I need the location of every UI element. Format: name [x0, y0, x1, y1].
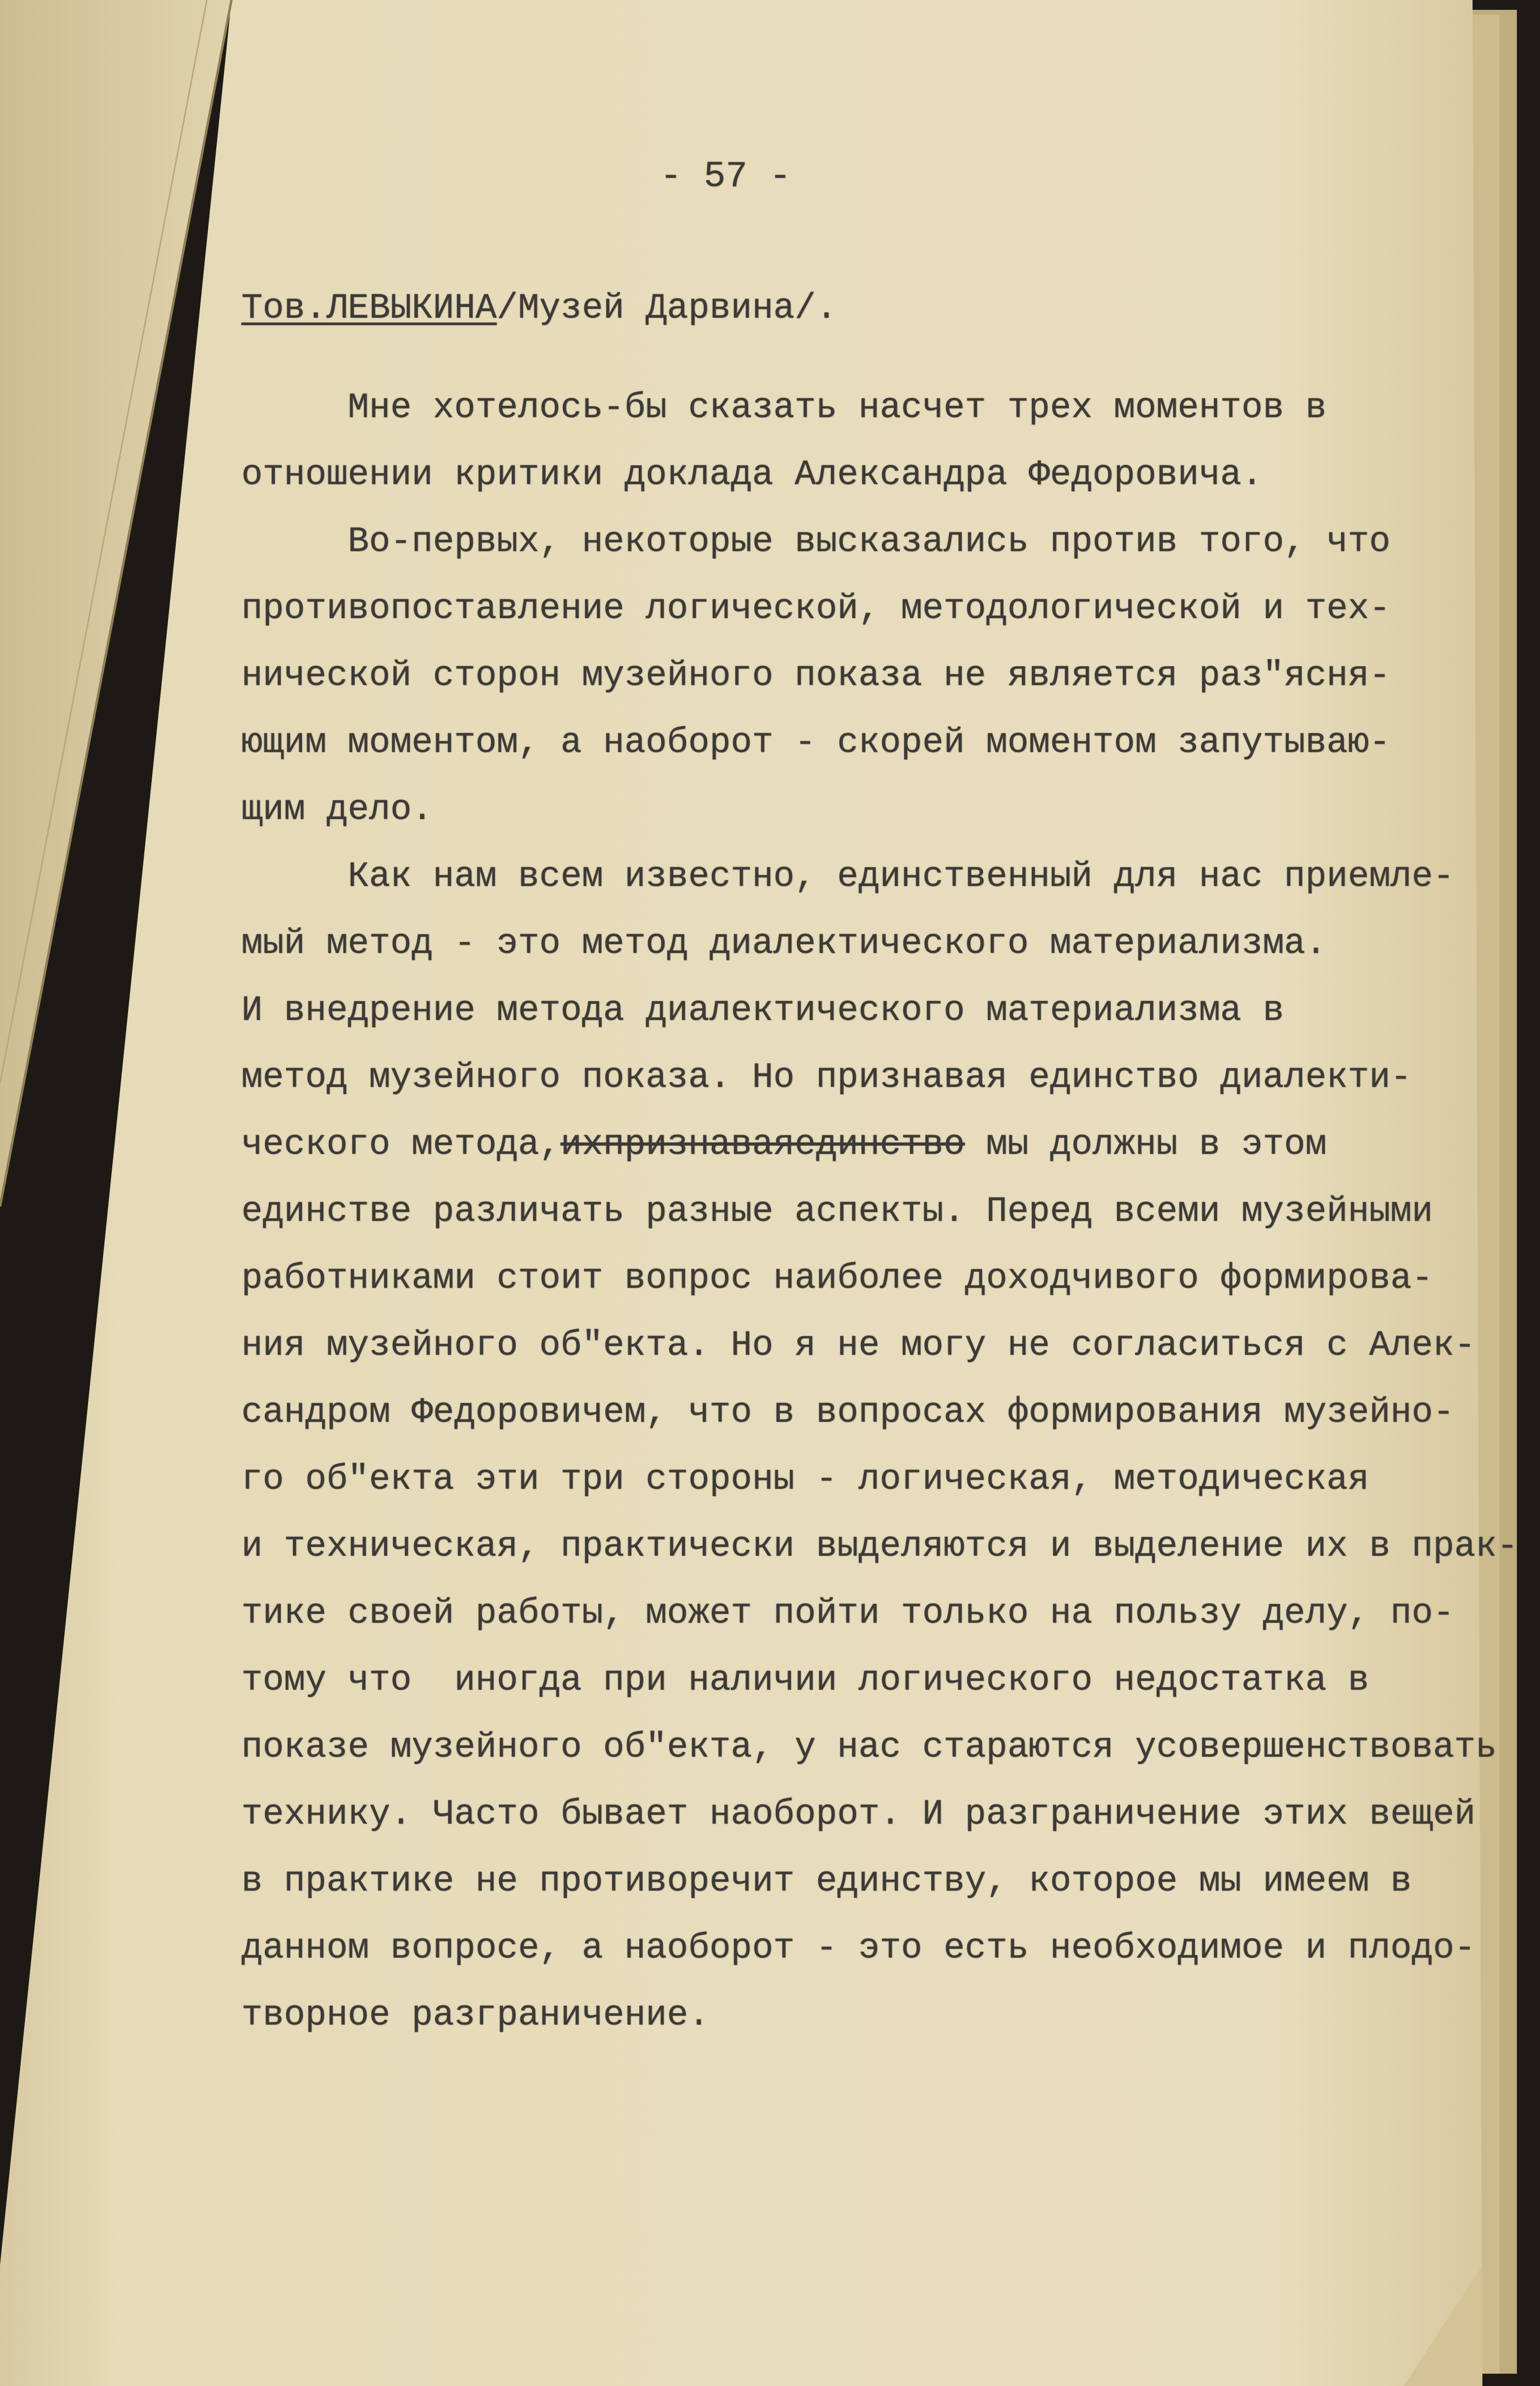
typed-line: Во-первых, некоторые высказались против того, что [241, 522, 1391, 562]
typed-line: Мне хотелось-бы сказать насчет трех моментов в [241, 388, 1327, 428]
typed-line-end: мы должны в этом [965, 1124, 1327, 1165]
typed-line: в практике не противоречит единству, которое мы имеем в [241, 1861, 1412, 1901]
typed-line: тике своей работы, может пойти только на пользу делу, по- [241, 1593, 1454, 1634]
page-number: - 57 - [660, 156, 791, 197]
speaker-affiliation: /Музей Дарвина/. [496, 288, 837, 328]
typed-line: отношении критики доклада Александра Федоровича. [241, 455, 1263, 495]
speaker-name: Тов.ЛЕВЫКИНА [241, 288, 497, 328]
typed-line: нической сторон музейного показа не является раз"ясня- [241, 655, 1391, 696]
speaker-heading [241, 288, 1540, 328]
typed-line: Как нам всем известно, единственный для нас приемле- [241, 856, 1454, 897]
typed-line: ющим моментом, а наоборот - скорей моментом запутываю- [241, 722, 1391, 763]
typed-line: показе музейного об"екта, у нас стараются усовершенствовать [241, 1727, 1497, 1767]
typed-line-with-correction [241, 1124, 1540, 1165]
typed-line: работниками стоит вопрос наиболее доходчивого формирова- [241, 1258, 1433, 1299]
typed-line: технику. Часто бывает наоборот. И разграничение этих вещей [241, 1794, 1476, 1834]
typed-line: метод музейного показа. Но признавая единство диалекти- [241, 1057, 1412, 1098]
typed-line: ния музейного об"екта. Но я не могу не согласиться с Алек- [241, 1325, 1476, 1366]
typed-line: щим дело. [241, 789, 433, 830]
typed-line: единстве различать разные аспекты. Перед всеми музейными [241, 1191, 1433, 1232]
typed-line: тому что иногда при наличии логического недостатка в [241, 1660, 1369, 1700]
typed-line: мый метод - это метод диалектического материализма. [241, 923, 1327, 964]
typed-line: и техническая, практически выделяются и выделение их в прак- [241, 1526, 1518, 1567]
typed-line: сандром Федоровичем, что в вопросах формирования музейно- [241, 1392, 1454, 1433]
typed-line: И внедрение метода диалектического материализма в [241, 990, 1284, 1031]
typed-line: творное разграничение. [241, 1995, 710, 2035]
typed-line: противопоставление логической, методологической и тех- [241, 588, 1391, 629]
typed-line: го об"екта эти три стороны - логическая, методическая [241, 1459, 1369, 1500]
crossed-out-text: ихпризнаваяединство [560, 1124, 965, 1165]
typed-line-start: ческого метода, [241, 1124, 561, 1165]
typed-line: данном вопросе, а наоборот - это есть необходимое и плодо- [241, 1928, 1476, 1968]
